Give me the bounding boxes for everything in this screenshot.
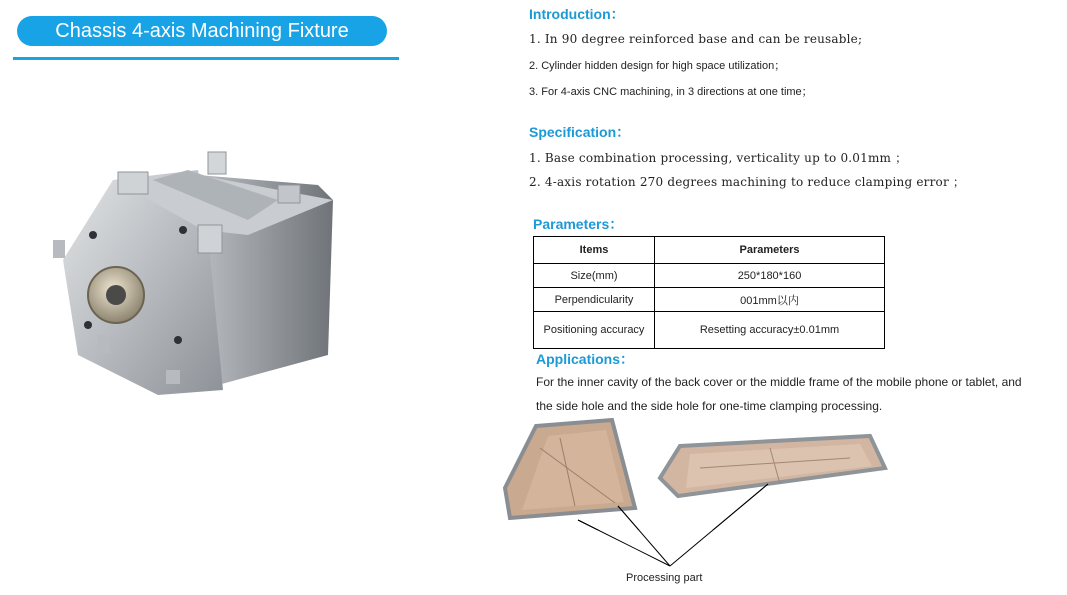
- table-row: [534, 264, 885, 288]
- introduction-heading: Introduction：: [529, 6, 625, 22]
- table-cell: Positioning accuracy: [534, 312, 655, 349]
- table-header: Parameters: [655, 237, 885, 264]
- processing-part-caption: Processing part: [626, 572, 703, 584]
- parameters-table: [533, 236, 885, 349]
- table-header: Items: [534, 237, 655, 264]
- intro-item: 1. In 90 degree reinforced base and can be reusable;: [529, 32, 863, 46]
- spec-item: 2. 4-axis rotation 270 degrees machining to reduce clamping error ；: [529, 175, 966, 189]
- parameters-heading: Parameters：: [533, 216, 624, 232]
- intro-item: 3. For 4-axis CNC machining, in 3 directions at one time；: [529, 86, 813, 98]
- table-cell: 250*180*160: [655, 264, 885, 288]
- table-cell: Size(mm): [534, 264, 655, 288]
- intro-item: 2. Cylinder hidden design for high space utilization；: [529, 60, 786, 72]
- applications-text: the side hole and the side hole for one-time clamping processing.: [536, 399, 883, 413]
- spec-item: 1. Base combination processing, verticality up to 0.01mm ；: [529, 151, 908, 165]
- specification-heading: Specification：: [529, 124, 631, 140]
- pointer-lines: [500, 418, 900, 568]
- table-cell: 001mm以内: [655, 288, 885, 312]
- title-underline: [13, 57, 399, 60]
- table-row: [534, 288, 885, 312]
- applications-heading: Applications：: [536, 351, 635, 367]
- table-header-row: [534, 237, 885, 264]
- fixture-image: [48, 140, 388, 405]
- page-title: Chassis 4-axis Machining Fixture: [17, 16, 387, 46]
- table-row: [534, 312, 885, 349]
- table-cell: Perpendicularity: [534, 288, 655, 312]
- applications-text: For the inner cavity of the back cover or the middle frame of the mobile phone or tablet, and: [536, 375, 1022, 389]
- table-cell: Resetting accuracy±0.01mm: [655, 312, 885, 349]
